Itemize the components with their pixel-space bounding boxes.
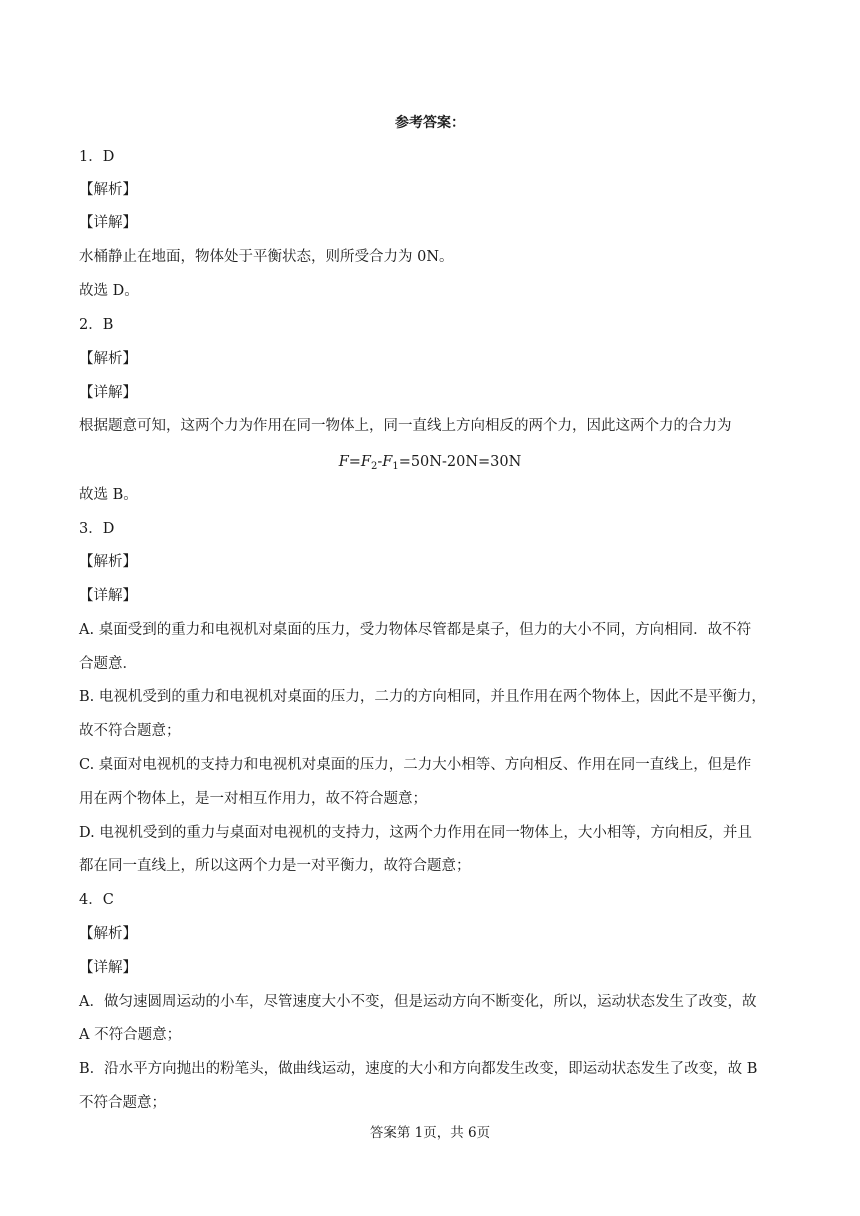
question-4-option-a-line-1: A．做匀速圆周运动的小车，尽管速度大小不变，但是运动方向不断变化，所以，运动状态发生了改变，故: [79, 994, 757, 1010]
question-3-option-c-line-1: C. 桌面对电视机的支持力和电视机对桌面的压力，二力大小相等、方向相反、作用在同一直线上，但是作: [79, 757, 752, 773]
formula-sub-2: 2: [370, 461, 378, 472]
question-3-option-b-line-1: B. 电视机受到的重力和电视机对桌面的压力，二力的方向相同，并且作用在两个物体上，因此不是平衡力，: [79, 689, 766, 705]
question-4-analysis-label: 【解析】: [79, 926, 137, 942]
question-3-option-a-line-2: 合题意．: [79, 656, 137, 672]
question-2-detail-label: 【详解】: [79, 385, 137, 401]
question-4-option-b-line-1: B．沿水平方向抛出的粉笔头，做曲线运动，速度的大小和方向都发生改变，即运动状态发生了改变，故 B: [79, 1061, 758, 1077]
page-title: 参考答案：: [395, 115, 465, 131]
question-1-number: 1．D: [79, 149, 115, 165]
formula-f1: F: [382, 454, 393, 470]
question-4-detail-label: 【详解】: [79, 960, 137, 976]
question-4-number: 4．C: [79, 892, 114, 908]
question-3-option-d-line-2: 都在同一直线上，所以这两个力是一对平衡力，故符合题意；: [79, 858, 471, 874]
question-2-formula: [0, 451, 860, 473]
question-3-detail-label: 【详解】: [79, 588, 137, 604]
question-2-explanation: 根据题意可知，这两个力为作用在同一物体上，同一直线上方向相反的两个力，因此这两个力的合力为: [79, 418, 732, 434]
question-4-option-b-line-2: 不符合题意；: [79, 1095, 166, 1111]
question-1-explanation: 水桶静止在地面，物体处于平衡状态，则所受合力为 0N。: [79, 249, 454, 265]
question-3-number: 3．D: [79, 521, 115, 537]
formula-f: F: [338, 454, 349, 470]
question-2-analysis-label: 【解析】: [79, 351, 137, 367]
question-1-detail-label: 【详解】: [79, 215, 137, 231]
question-2-answer: 故选 B。: [79, 487, 138, 503]
question-4-option-a-line-2: A 不符合题意；: [79, 1027, 182, 1043]
question-3-option-b-line-2: 故不符合题意；: [79, 723, 181, 739]
question-1-answer: 故选 D。: [79, 283, 139, 299]
formula-minus: -: [377, 454, 383, 470]
question-3-option-d-line-1: D. 电视机受到的重力与桌面对电视机的支持力，这两个力作用在同一物体上，大小相等，方向相反，并且: [79, 825, 752, 841]
formula-sub-1: 1: [392, 461, 399, 472]
question-3-analysis-label: 【解析】: [79, 554, 137, 570]
question-1-analysis-label: 【解析】: [79, 182, 137, 198]
formula-f2: F: [360, 454, 371, 470]
question-3-option-a-line-1: A. 桌面受到的重力和电视机对桌面的压力，受力物体尽管都是桌子，但力的大小不同，方向相同．故不符: [79, 622, 752, 638]
formula-result: =50N-20N=30N: [398, 454, 522, 470]
page-footer: 答案第 1页，共 6页: [369, 1125, 491, 1141]
formula-equals: =: [348, 454, 361, 470]
question-2-number: 2．B: [79, 317, 114, 333]
question-3-option-c-line-2: 用在两个物体上，是一对相互作用力，故不符合题意；: [79, 791, 427, 807]
